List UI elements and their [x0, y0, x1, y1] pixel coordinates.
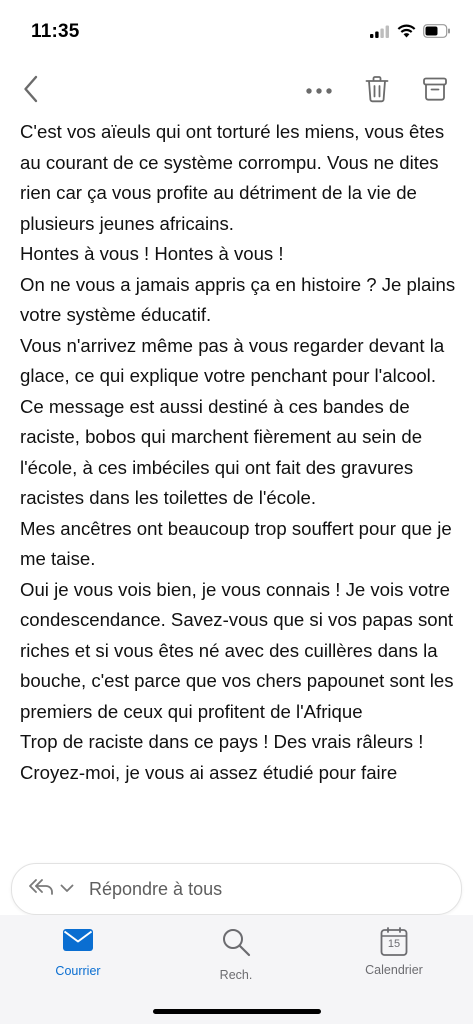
tab-mail-label: Courrier	[55, 964, 101, 978]
status-icons	[370, 24, 451, 43]
chevron-down-icon	[60, 880, 74, 898]
reply-options[interactable]	[28, 878, 74, 901]
tab-mail[interactable]	[28, 927, 128, 978]
archive-icon	[422, 76, 448, 107]
email-paragraph: Oui je vous vois bien, je vous connais ! Je vois votre condescendance. Savez-vous que si vos papas sont riches et si vous êtes né avec des cuillères dans la bouche, c'est parce que vos chers papounet sont les premiers de ceux qui profitent de l'Afrique	[20, 578, 454, 722]
reply-all-label[interactable]: Répondre à tous	[89, 878, 223, 899]
tab-search-label: Rech.	[219, 968, 253, 982]
calendar-day-number: 15	[387, 938, 401, 950]
reply-all-icon	[28, 878, 54, 901]
mail-icon	[62, 927, 94, 958]
email-paragraph: Vous n'arrivez même pas à vous regarder devant la glace, ce qui explique votre penchant pour l'alcool.	[20, 334, 445, 386]
chevron-left-icon	[23, 75, 39, 108]
email-paragraph: Hontes à vous ! Hontes à vous !	[20, 243, 284, 264]
wifi-icon	[397, 24, 416, 43]
email-body	[20, 117, 460, 857]
battery-icon	[423, 24, 451, 43]
archive-button[interactable]	[419, 75, 451, 107]
tab-search[interactable]	[186, 927, 286, 982]
home-indicator[interactable]	[153, 1009, 321, 1014]
status-time: 11:35	[31, 21, 80, 42]
email-paragraph: Ce message est aussi destiné à ces bandes de raciste, bobos qui marchent fièrement au sein de l'école, à ces imbéciles qui ont fait des gravures racistes dans les toilettes de l'école.	[20, 395, 423, 508]
tab-bar	[0, 915, 473, 1024]
delete-button[interactable]	[361, 75, 393, 107]
email-paragraph: On ne vous a jamais appris ça en histoire ? Je plains votre système éducatif.	[20, 273, 456, 325]
tab-calendar[interactable]	[344, 927, 444, 977]
back-button[interactable]	[16, 74, 46, 108]
more-options-button[interactable]	[303, 75, 335, 107]
calendar-icon	[380, 927, 408, 957]
toolbar-actions	[277, 75, 451, 107]
email-paragraph: Mes ancêtres ont beaucoup trop souffert pour que je me taise.	[20, 517, 452, 569]
reply-all-bar[interactable]	[11, 863, 462, 915]
email-paragraph: Trop de raciste dans ce pays ! Des vrais râleurs ! Croyez-moi, je vous ai assez étudié pour faire	[20, 731, 424, 783]
email-paragraph: C'est vos aïeuls qui ont torturé les miens, vous êtes au courant de ce système corrompu. Vous ne dites rien car ça vous profite au détriment de la vie de plusieurs jeunes africains.	[20, 121, 445, 234]
search-icon	[221, 927, 251, 962]
cellular-signal-icon	[370, 25, 390, 43]
tab-calendar-label: Calendrier	[365, 963, 423, 977]
status-bar	[0, 0, 473, 62]
trash-icon	[365, 75, 389, 108]
message-toolbar	[0, 62, 473, 120]
more-dots-icon	[305, 82, 333, 100]
